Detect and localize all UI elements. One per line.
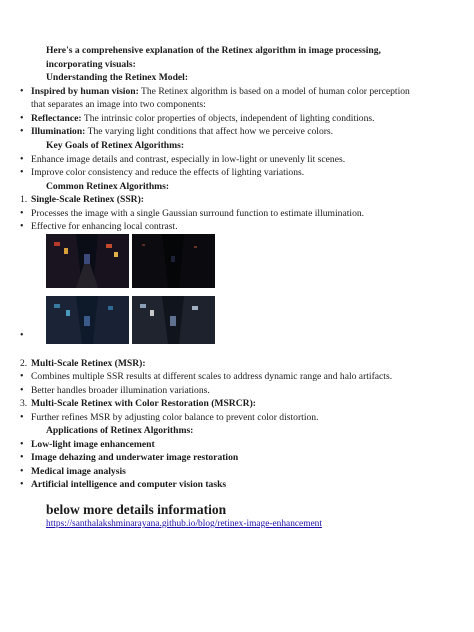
list-number: 1. xyxy=(20,194,28,205)
item-label: Illumination: xyxy=(31,126,86,137)
list-item: Combines multiple SSR results at different scales to address dynamic range and halo artifacts. xyxy=(31,371,393,382)
list-number: 2. xyxy=(20,358,28,369)
street-photo-graphic xyxy=(46,234,129,288)
bullet-dot: • xyxy=(20,330,24,341)
ssr-title: Single-Scale Retinex (SSR): xyxy=(31,194,144,205)
list-item-continuation: that separates an image into two components: xyxy=(31,99,206,110)
bullet-dot: • xyxy=(20,412,24,423)
bullet-dot: • xyxy=(20,385,24,396)
bullet-dot: • xyxy=(20,167,24,178)
list-item: Medical image analysis xyxy=(31,466,126,477)
item-text: The Retinex algorithm is based on a model of human color perception xyxy=(138,86,410,97)
item-label: Inspired by human vision: xyxy=(31,86,139,97)
bullet-dot: • xyxy=(20,208,24,219)
street-photo-graphic xyxy=(132,234,215,288)
bullet-dot: • xyxy=(20,113,24,124)
retinex-msrcr-photo xyxy=(132,290,215,344)
list-number: 3. xyxy=(20,398,28,409)
list-item xyxy=(31,113,375,125)
msr-title: Multi-Scale Retinex (MSR): xyxy=(31,358,146,369)
list-item: Artificial intelligence and computer vision tasks xyxy=(31,479,227,490)
bullet-dot: • xyxy=(20,452,24,463)
list-item: Effective for enhancing local contrast. xyxy=(31,221,178,232)
item-text: The intrinsic color properties of objects, independent of lighting conditions. xyxy=(81,113,375,124)
list-item: Further refines MSR by adjusting color balance to prevent color distortion. xyxy=(31,412,319,423)
bullet-dot: • xyxy=(20,466,24,477)
bullet-dot: • xyxy=(20,479,24,490)
list-item: Improve color consistency and reduce the effects of lighting variations. xyxy=(31,167,305,178)
list-item: Processes the image with a single Gaussian surround function to estimate illumination. xyxy=(31,208,365,219)
understanding-heading: Understanding the Retinex Model: xyxy=(46,72,189,83)
bullet-dot: • xyxy=(20,154,24,165)
list-item xyxy=(31,86,410,98)
list-item xyxy=(31,126,333,138)
bullet-dot: • xyxy=(20,221,24,232)
list-item: Image dehazing and underwater image restoration xyxy=(31,452,239,463)
street-photo-graphic xyxy=(132,290,215,344)
details-link[interactable]: https://santhalakshminarayana.github.io/blog/retinex-image-enhancement xyxy=(46,519,322,529)
item-label: Reflectance: xyxy=(31,113,82,124)
more-details-heading: below more details information xyxy=(46,502,227,517)
bullet-dot: • xyxy=(20,86,24,97)
retinex-original-photo xyxy=(46,234,129,288)
msrcr-title: Multi-Scale Retinex with Color Restoration (MSRCR): xyxy=(31,398,256,409)
item-text: The varying light conditions that affect how we perceive colors. xyxy=(85,126,334,137)
list-item: Low-light image enhancement xyxy=(31,439,155,450)
intro-line-1: Here's a comprehensive explanation of the Retinex algorithm in image processing, xyxy=(46,45,381,56)
retinex-msr-photo xyxy=(46,290,129,344)
street-photo-graphic xyxy=(46,290,129,344)
bullet-dot: • xyxy=(20,439,24,450)
intro-line-2: incorporating visuals: xyxy=(46,59,136,70)
list-item: Better handles broader illumination variations. xyxy=(31,385,210,396)
applications-heading: Applications of Retinex Algorithms: xyxy=(46,425,194,436)
goals-heading: Key Goals of Retinex Algorithms: xyxy=(46,140,185,151)
bullet-dot: • xyxy=(20,126,24,137)
retinex-ssr-photo xyxy=(132,234,215,288)
common-heading: Common Retinex Algorithms: xyxy=(46,181,170,192)
bullet-dot: • xyxy=(20,371,24,382)
list-item: Enhance image details and contrast, especially in low-light or unevenly lit scenes. xyxy=(31,154,346,165)
